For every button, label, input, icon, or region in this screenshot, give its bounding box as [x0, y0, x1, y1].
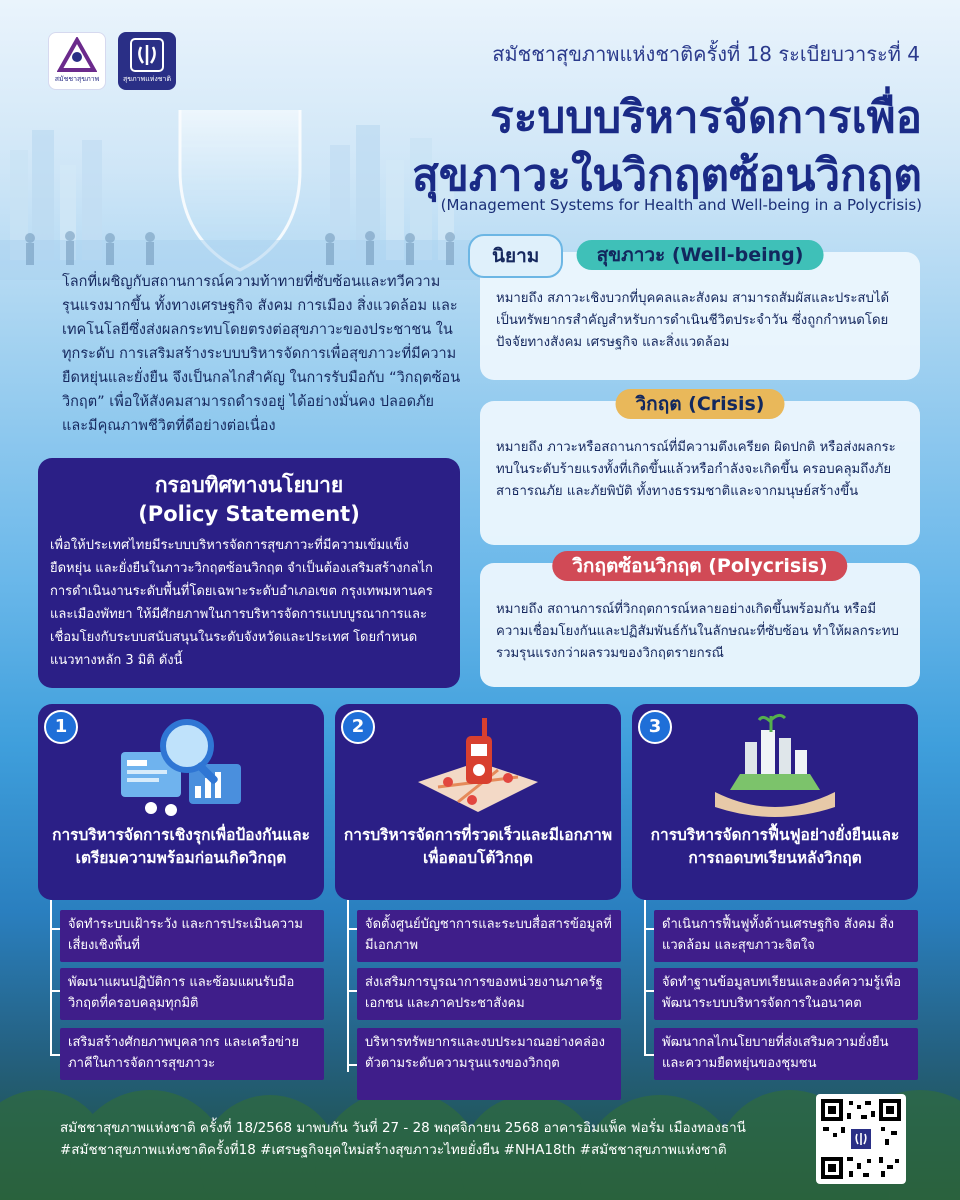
policy-title-th: กรอบทิศทางนโยบาย [154, 473, 344, 497]
dimension-1-item-2: พัฒนาแผนปฏิบัติการ และซ้อมแผนรับมือวิกฤตที่ครอบคลุมทุกมิติ [60, 968, 324, 1020]
dimension-card-1 [38, 704, 324, 900]
dimension-title-1: การบริหารจัดการเชิงรุกเพื่อป้องกันและเตรียมความพร้อมก่อนเกิดวิกฤต [52, 826, 310, 867]
dimension-2-item-2: ส่งเสริมการบูรณาการของหน่วยงานภาครัฐ เอกชน และภาคประชาสังคม [357, 968, 621, 1020]
policy-statement-box [38, 458, 460, 688]
city-shield-illustration [0, 110, 480, 280]
nha-logo-text: สมัชชาสุขภาพ [54, 75, 100, 83]
page-title-line1: ระบบบริหารจัดการเพื่อ [490, 92, 922, 143]
connector-line-2 [347, 900, 349, 1072]
qr-code[interactable] [816, 1094, 906, 1184]
dimension-2-item-1: จัดตั้งศูนย์บัญชาการและระบบสื่อสารข้อมูลที่มีเอกภาพ [357, 910, 621, 962]
green-city-hands-icon [705, 712, 845, 822]
nhco-logo-text: สุขภาพแห่งชาติ [123, 75, 171, 83]
qr-code-icon [821, 1099, 901, 1179]
nha-logo [48, 32, 106, 90]
dimension-title-2: การบริหารจัดการที่รวดเร็วและมีเอกภาพเพื่อตอบโต้วิกฤต [343, 826, 613, 867]
magnifier-dashboard-icon [111, 712, 251, 822]
definition-term-polycrisis: วิกฤตซ้อนวิกฤต (Polycrisis) [552, 551, 847, 581]
dimension-1-item-3: เสริมสร้างศักยภาพบุคลากร และเครือข่ายภาคีในการจัดการสุขภาวะ [60, 1028, 324, 1080]
dimension-card-2 [335, 704, 621, 900]
dimension-2-item-3: บริหารทรัพยากรและงบประมาณอย่างคล่องตัวตามระดับความรุนแรงของวิกฤต [357, 1028, 621, 1100]
definitions-label: นิยาม [468, 234, 563, 278]
footer [60, 1117, 800, 1161]
footer-event-info: สมัชชาสุขภาพแห่งชาติ ครั้งที่ 18/2568 มาพบกัน วันที่ 27 - 28 พฤศจิกายน 2568 อาคารอิมแพ็ค ฟอรั่ม เมืองทองธานี [60, 1120, 746, 1136]
definition-term-crisis: วิกฤต (Crisis) [616, 389, 785, 419]
definition-term-wellbeing: สุขภาวะ (Well-being) [577, 240, 824, 270]
page-title-line2: สุขภาวะในวิกฤตซ้อนวิกฤต [411, 150, 922, 201]
logo-group [48, 32, 176, 90]
definition-text-polycrisis: หมายถึง สถานการณ์ที่วิกฤตการณ์หลายอย่างเกิดขึ้นพร้อมกัน หรือมีความเชื่อมโยงกันและปฏิสัมพันธ์กันในลักษณะที่ซับซ้อน ทำให้ผลกระทบรวมรุนแรงกว่าผลรวมของวิกฤตรายกรณี [496, 602, 899, 661]
dimension-title-3: การบริหารจัดการฟื้นฟูอย่างยั่งยืนและการถอดบทเรียนหลังวิกฤต [650, 826, 900, 867]
dimension-3-item-1: ดำเนินการฟื้นฟูทั้งด้านเศรษฐกิจ สังคม สิ่งแวดล้อม และสุขภาวะจิตใจ [654, 910, 918, 962]
dimension-number-3: 3 [638, 710, 672, 744]
dimension-1-item-1: จัดทำระบบเฝ้าระวัง และการประเมินความเสี่ยงเชิงพื้นที่ [60, 910, 324, 962]
nha-logo-icon [57, 37, 97, 73]
nhco-logo [118, 32, 176, 90]
page-title-english: (Management Systems for Health and Well-being in a Polycrisis) [440, 196, 922, 214]
header-subtitle: สมัชชาสุขภาพแห่งชาติครั้งที่ 18 ระเบียบวาระที่ 4 [492, 42, 920, 66]
dimension-3-item-3: พัฒนากลไกนโยบายที่ส่งเสริมความยั่งยืนและความยืดหยุ่นของชุมชน [654, 1028, 918, 1080]
dimension-card-3 [632, 704, 918, 900]
radio-map-icon [408, 712, 548, 822]
definition-card-polycrisis [480, 555, 920, 687]
definition-text-wellbeing: หมายถึง สภาวะเชิงบวกที่บุคคลและสังคม สามารถสัมผัสและประสบได้ เป็นทรัพยากรสำคัญสำหรับการดำเนินชีวิตประจำวัน ซึ่งถูกกำหนดโดยปัจจัยทางสังคม เศรษฐกิจ และสิ่งแวดล้อม [496, 291, 890, 350]
nhco-logo-icon [127, 37, 167, 73]
policy-body: เพื่อให้ประเทศไทยมีระบบบริหารจัดการสุขภาวะที่มีความเข้มแข็ง ยืดหยุ่น และยั่งยืนในภาวะวิกฤตซ้อนวิกฤต จำเป็นต้องเสริมสร้างกลไกการดำเนินงานระดับพื้นที่โดยเฉพาะระดับอำเภอเขต กรุงเทพมหานคร และเมืองพัทยา ให้มีศักยภาพในการบริหารจัดการแบบบูรณาการและเชื่อมโยงกับระบบสนับสนุนในระดับจังหวัดและประเทศ โดยกำหนดแนวทางหลัก 3 มิติ ดังนี้ [50, 538, 433, 668]
footer-hashtags: #สมัชชาสุขภาพแห่งชาติครั้งที่18 #เศรษฐกิจยุคใหม่สร้างสุขภาวะไทยยั่งยืน #NHA18th #สมัชชาสุขภาพแห่งชาติ [60, 1142, 727, 1158]
dimension-number-1: 1 [44, 710, 78, 744]
definition-card-crisis [480, 393, 920, 545]
connector-line-3 [644, 900, 646, 1056]
intro-paragraph: โลกที่เผชิญกับสถานการณ์ความท้าทายที่ซับซ้อนและทวีความรุนแรงมากขึ้น ทั้งทางเศรษฐกิจ สังคม การเมือง สิ่งแวดล้อม และเทคโนโลยีซึ่งส่งผลกระทบโดยตรงต่อสุขภาวะของประชาชน ในทุกระดับ การเสริมสร้างระบบบริหารจัดการเพื่อสุขภาวะที่มีความยืดหยุ่นและยั่งยืน จึงเป็นกลไกสำคัญ ในการรับมือกับ “วิกฤตซ้อนวิกฤต” เพื่อให้สังคมสามารถดำรงอยู่ ได้อย่างมั่นคง ปลอดภัย และมีคุณภาพชีวิตที่ดีอย่างต่อเนื่อง [62, 274, 461, 434]
policy-title-en: (Policy Statement) [138, 502, 360, 526]
dimension-number-2: 2 [341, 710, 375, 744]
definition-text-crisis: หมายถึง ภาวะหรือสถานการณ์ที่มีความตึงเครียด ผิดปกติ หรือส่งผลกระทบในระดับร้ายแรงทั้งที่เกิดขึ้นแล้วหรือกำลังจะเกิดขึ้น ครอบคลุมถึงภัย สาธารณภัย และภัยพิบัติ ทั้งทางธรรมชาติและจากมนุษย์สร้างขึ้น [496, 440, 896, 499]
connector-line-1 [50, 900, 52, 1056]
dimension-3-item-2: จัดทำฐานข้อมูลบทเรียนและองค์ความรู้เพื่อพัฒนาระบบบริหารจัดการในอนาคต [654, 968, 918, 1020]
